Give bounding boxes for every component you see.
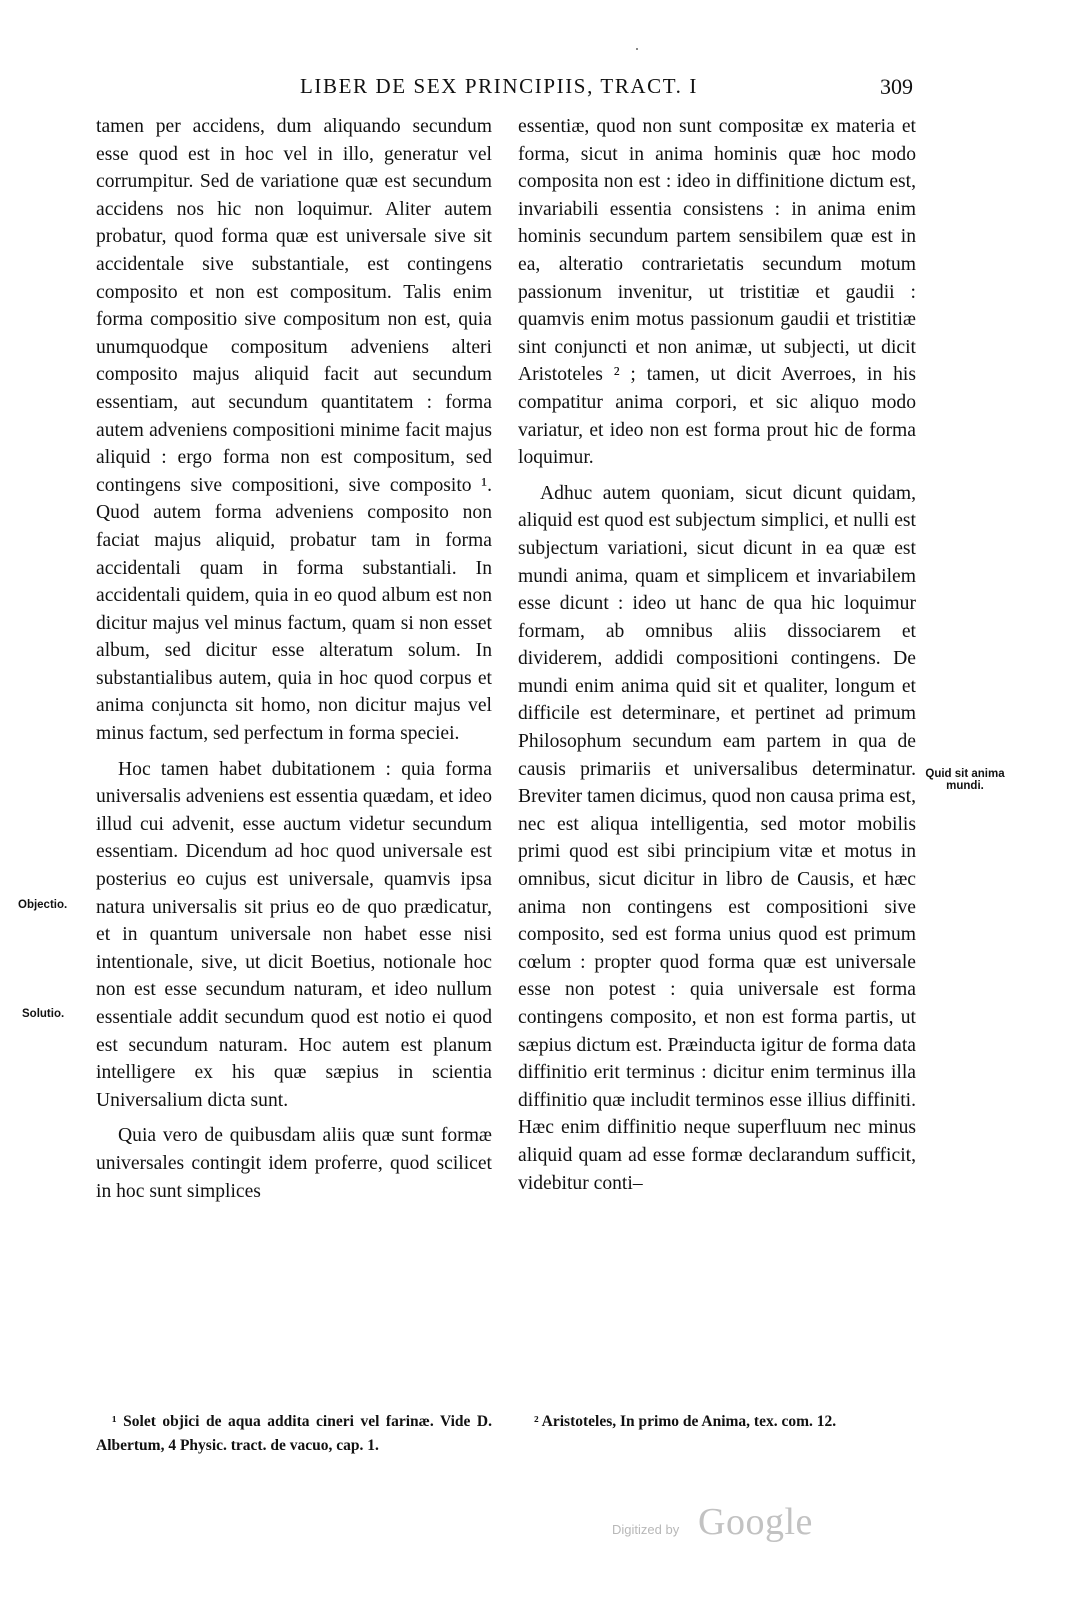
right-paragraph-2: Adhuc autem quoniam, sicut dicunt quidam, aliquid est quod est subjectum simplici, et nulli est subjectum variationi, sicut dicunt in ea quæ est mundi anima, quam et simplicem et invariabilem esse dicunt : ideo ut hanc de qua hic loquimur formam, ab omnibus aliis dissociarem et dividerem, addidi compositioni contingens. De mundi enim anima quid sit et qualiter, longum et difficile est determinare, et pertinet ad primum Philosophum secundum eam partem in qua de causis primariis et universalibus determinatur. Breviter tamen dicimus, quod non causa prima est, nec est aliqua intelligentia, sed motor mobilis primi quod est sibi principium vitæ et motus in omnibus, sicut dicitur in libro de Causis, et hæc anima non contingens est compositioni sive composito, sed est forma unius quod est primum cœlum : propter quod forma quæ est universale esse non potest : quia universale est forma contingens composito, et non est forma partis, ut sæpius dictum est. Præinducta igitur de forma data diffinitio erit terminus : dicitur enim terminus illa diffinitio quæ includit terminos esse illius diffiniti. Hæc enim diffinitio neque superfluum nec minus aliquid quam ad esse formæ declarandum sufficit, videbitur conti–: [518, 482, 916, 1194]
margin-note-quid-sit-anima-mundi: Quid sit anima mundi.: [925, 768, 1005, 792]
left-paragraph-3: Quia vero de quibusdam aliis quæ sunt formæ universales contingit idem proferre, quod scilicet in hoc sunt simplices: [96, 1125, 492, 1202]
right-column: [518, 113, 916, 1205]
left-paragraph-1: tamen per accidens, dum aliquando secundum esse quod est in hoc vel in illo, generatur vel corrumpitur. Sed de variatione quæ est secundum accidens nos hic non loquimur. Aliter autem probatur, quod forma quæ est universale sive sit accidentale sive substantiale, est contingens composito et non est compositum. Talis enim forma compositio sive compositum non est, quia unumquodque compositum adveniens alteri composito majus aliquid facit aut secundum essentiam, aut secundum quantitatem : forma autem adveniens compositioni minime facit majus aliquid : ergo forma non est compositum, sed contingens sive compositioni, sive composito ¹. Quod autem forma adveniens composito non faciat majus aliquid, probatur tam in forma accidentali quam in forma substantiali. In accidentali quidem, quia in eo quod album est non dicitur majus vel minus factum, quam si non esset album, sed dicitur esse alteratum solum. In substantialibus autem, quia in hoc quod corpus et anima conjuncta sit homo, non dicitur majus vel minus factum, sed perfectum in forma speciei.: [96, 116, 492, 745]
running-head: LIBER DE SEX PRINCIPIIS, TRACT. I: [300, 74, 698, 98]
margin-note-solutio: Solutio.: [22, 1008, 65, 1020]
footnote-2: ² Aristoteles, In primo de Anima, tex. com. 12.: [534, 1413, 837, 1430]
right-paragraph-1: essentiæ, quod non sunt compositæ ex materia et forma, sicut in anima hominis quæ hoc modo composita non est : ideo in diffinitione dictum est, invariabili essentia consistens : in anima enim hominis secundum partem sensibilem quæ est in ea, alteratio contrarietatis secundum motum passionum invenitur, ut tristitiæ et gaudii : quamvis enim motus passionum gaudii et tristitiæ sint conjuncti et non animæ, ut subjecti, ut dicit Aristoteles ² ; tamen, ut dicit Averroes, in his compatitur anima corpori, et sic aliquo modo variatur, et ideo non est forma prout hic de forma loquimur.: [518, 116, 916, 469]
margin-note-objectio: Objectio.: [18, 899, 68, 911]
left-column: [96, 113, 492, 1213]
left-paragraph-2: Hoc tamen habet dubitationem : quia forma universalis adveniens est essentia quædam, et ideo illud cui advenit, esse auctum videtur secundum essentiam. Dicendum ad hoc quod universale est posterius eo cujus est universale, quamvis ipsa natura universalis sit prius eo de quo prædicatur, et in quantum universale non habet esse nisi intentionale, sive, ut dicit Boetius, notionale hoc non est esse secundum naturam, et ideo nullum essentiale addit secundum quod est notio ei quod est secundum naturam. Hoc autem est planum intelligere ex his quæ sæpius in scientia Universalium dicta sunt.: [96, 758, 492, 1111]
google-logo: Google: [698, 1501, 813, 1543]
footnote-1: ¹ Solet objici de aqua addita cineri vel farinæ. Vide D. Albertum, 4 Physic. tract. de vacuo, cap. 1.: [96, 1413, 492, 1454]
page-header: [0, 74, 1065, 104]
digitized-watermark: [612, 1500, 842, 1550]
watermark-caption: Digitized by: [612, 1522, 680, 1537]
print-speck: [636, 48, 638, 50]
page-number: 309: [880, 74, 913, 99]
